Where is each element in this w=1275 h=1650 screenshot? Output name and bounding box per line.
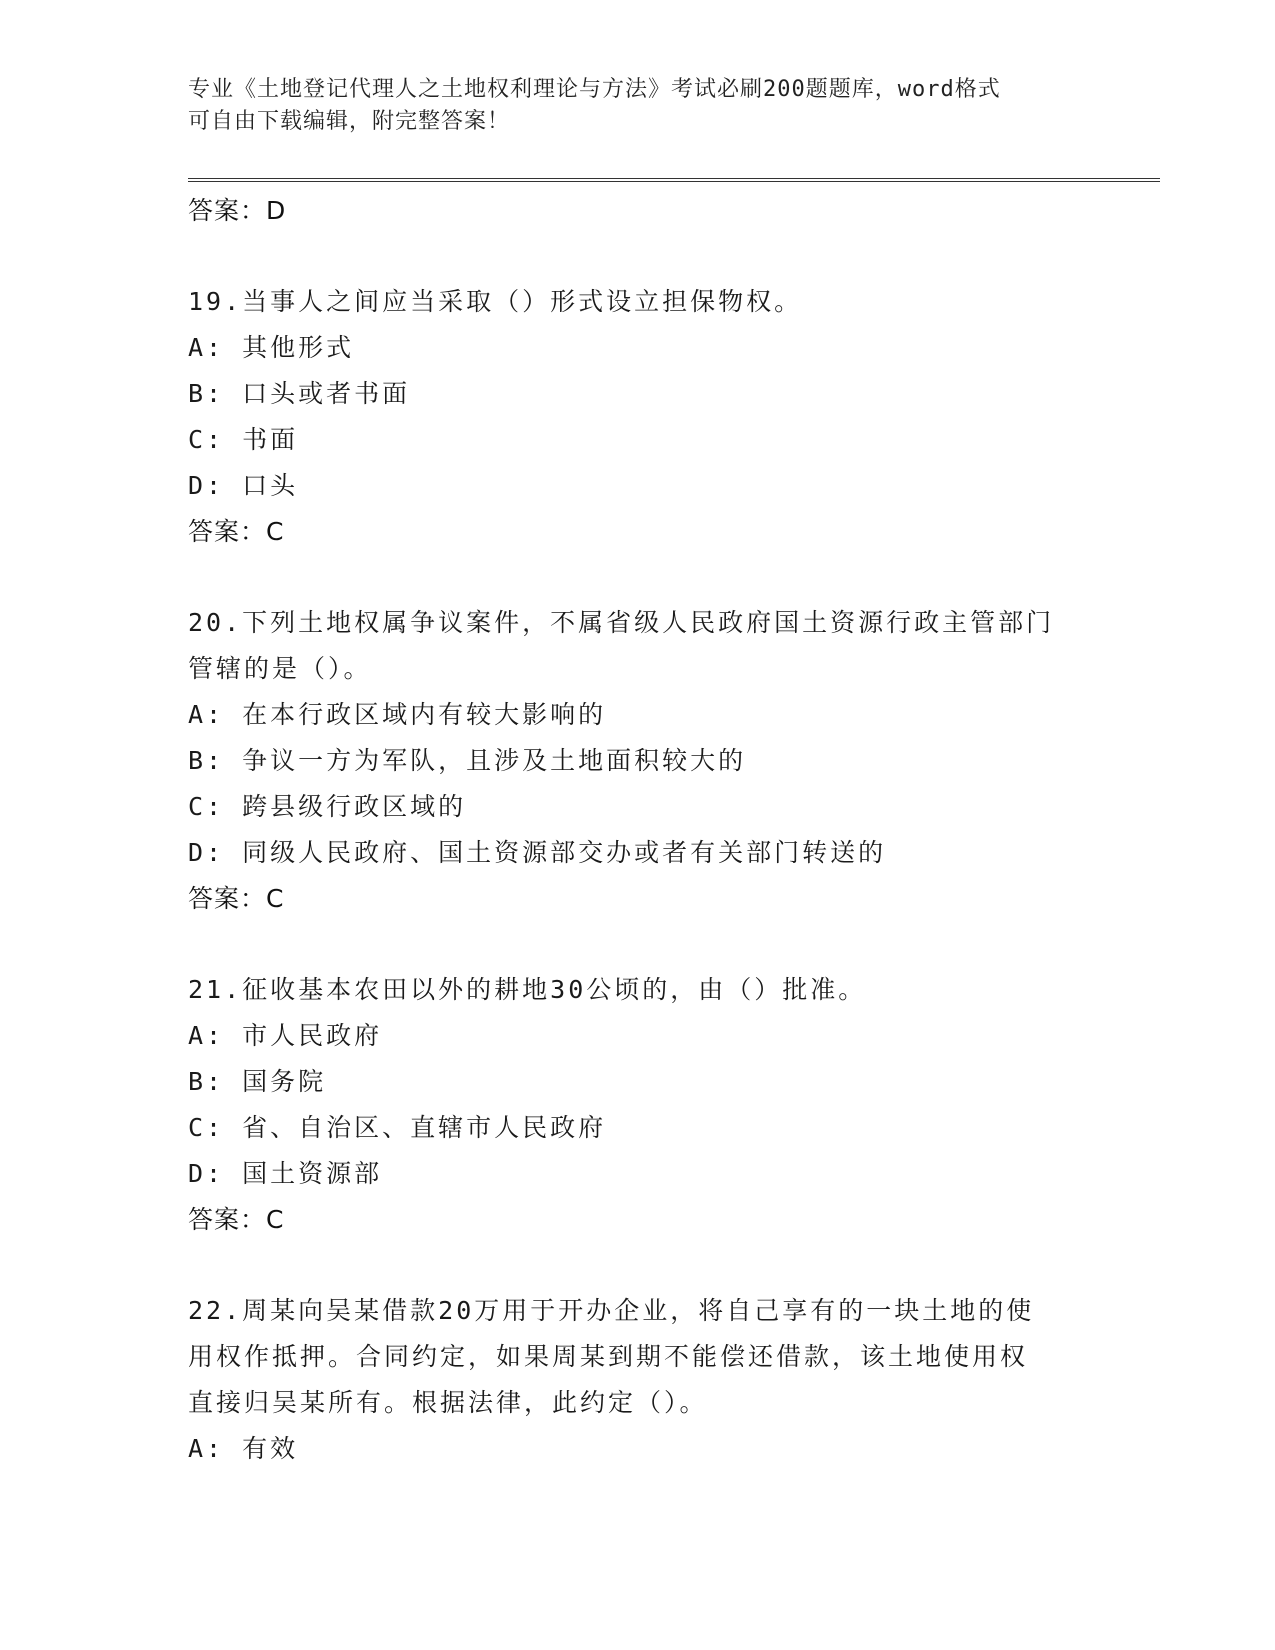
question-stem-line: 20.下列土地权属争议案件，不属省级人民政府国土资源行政主管部门 — [188, 608, 1055, 637]
option-b: B: 口头或者书面 — [188, 379, 411, 408]
option-a: A: 在本行政区域内有较大影响的 — [188, 700, 607, 729]
answer: 答案：C — [188, 517, 285, 546]
answer: 答案：C — [188, 884, 285, 913]
option-a: A: 市人民政府 — [188, 1021, 383, 1050]
question-stem-line: 22.周某向吴某借款20万用于开办企业，将自己享有的一块土地的使 — [188, 1296, 1035, 1325]
option-d: D: 口头 — [188, 471, 299, 500]
question-stem-line: 直接归吴某所有。根据法律，此约定（）。 — [188, 1388, 708, 1417]
option-a: A: 有效 — [188, 1434, 299, 1463]
question-stem-line: 21.征收基本农田以外的耕地30公顷的，由（）批准。 — [188, 975, 867, 1004]
option-c: C: 跨县级行政区域的 — [188, 792, 467, 821]
header-divider — [188, 178, 1160, 182]
previous-answer: 答案：D — [188, 196, 287, 225]
answer: 答案：C — [188, 1205, 285, 1234]
page-header — [188, 74, 1088, 138]
question-20 — [188, 600, 1088, 922]
header-line-2: 可自由下载编辑，附完整答案！ — [188, 109, 511, 134]
question-22 — [188, 1288, 1088, 1472]
option-d: D: 同级人民政府、国土资源部交办或者有关部门转送的 — [188, 838, 887, 867]
option-b: B: 争议一方为军队，且涉及土地面积较大的 — [188, 746, 747, 775]
question-stem-line: 19.当事人之间应当采取（）形式设立担保物权。 — [188, 287, 803, 316]
question-19 — [188, 279, 1088, 555]
option-a: A: 其他形式 — [188, 333, 355, 362]
question-list — [188, 188, 1088, 1472]
option-d: D: 国土资源部 — [188, 1159, 383, 1188]
question-stem-line: 用权作抵押。合同约定，如果周某到期不能偿还借款，该土地使用权 — [188, 1342, 1029, 1371]
option-c: C: 省、自治区、直辖市人民政府 — [188, 1113, 607, 1142]
question-21 — [188, 967, 1088, 1243]
header-line-1: 专业《土地登记代理人之土地权利理论与方法》考试必刷200题题库，word格式 — [188, 77, 1001, 102]
option-b: B: 国务院 — [188, 1067, 327, 1096]
option-c: C: 书面 — [188, 425, 299, 454]
question-stem-line: 管辖的是（）。 — [188, 654, 372, 683]
